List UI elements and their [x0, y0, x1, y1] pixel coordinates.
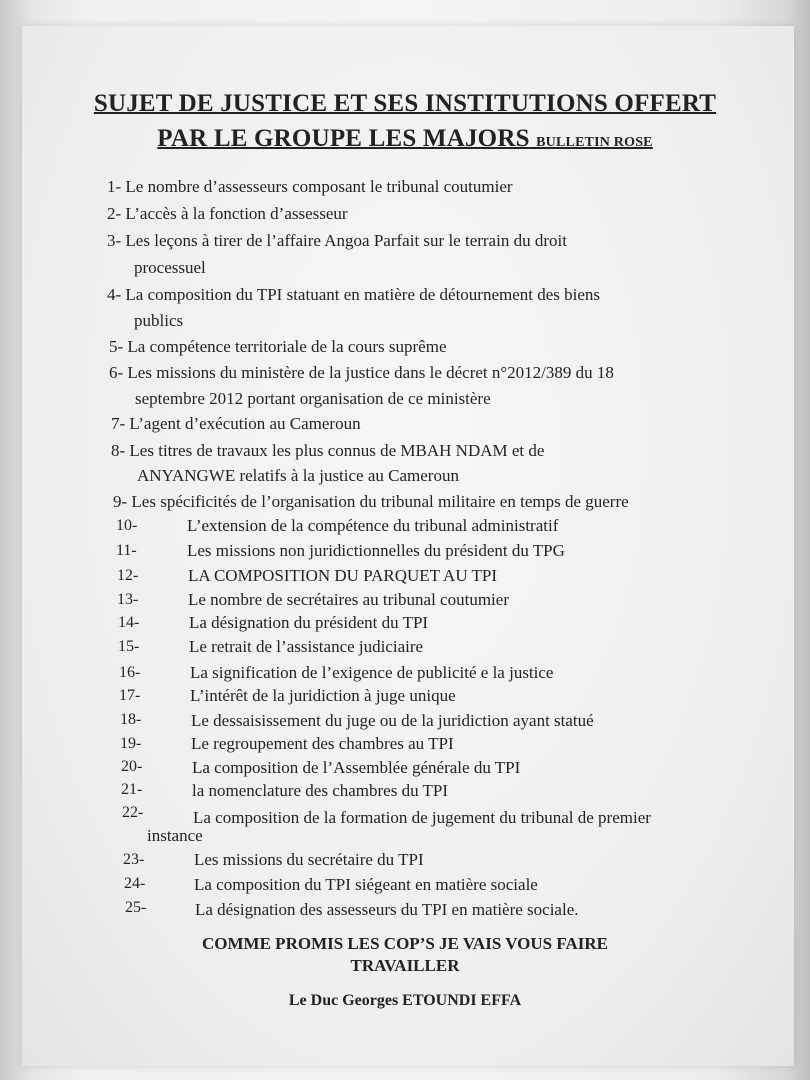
item-number: 5- — [109, 337, 124, 356]
footer-message-line1: COMME PROMIS LES COP’S JE VAIS VOUS FAIRE — [202, 934, 608, 953]
list-item — [113, 492, 629, 512]
item-number: 4- — [107, 285, 122, 304]
item-text: L’extension de la compétence du tribunal administratif — [187, 516, 559, 535]
item-text: La composition de l’Assemblée générale du TPI — [192, 758, 521, 777]
item-text: La désignation du président du TPI — [189, 613, 429, 632]
item-number: 19- — [120, 735, 142, 752]
item-number: 23- — [123, 851, 145, 868]
list-item — [111, 414, 361, 434]
list-item — [109, 363, 614, 383]
list-item — [107, 285, 600, 305]
item-text: Le dessaisissement du juge ou de la juridiction ayant statué — [191, 711, 594, 730]
item-number: 13- — [117, 591, 139, 608]
list-item — [109, 337, 447, 357]
item-text: Les leçons à tirer de l’affaire Angoa Parfait sur le terrain du droit — [125, 231, 567, 250]
item-text: Le nombre d’assesseurs composant le tribunal coutumier — [125, 177, 513, 196]
item-continuation: septembre 2012 portant organisation de ce ministère — [135, 389, 491, 408]
item-number: 24- — [124, 875, 146, 892]
item-text: La compétence territoriale de la cours suprême — [127, 337, 447, 356]
item-text: Les spécificités de l’organisation du tribunal militaire en temps de guerre — [131, 492, 629, 511]
item-number: 3- — [107, 231, 122, 250]
list-item — [111, 441, 544, 461]
list-item — [107, 204, 348, 224]
item-text: La désignation des assesseurs du TPI en matière sociale. — [195, 900, 579, 919]
item-text: La composition du TPI statuant en matière de détournement des biens — [125, 285, 601, 304]
item-number: 18- — [120, 711, 142, 728]
bulletin-label: BULLETIN ROSE — [536, 135, 653, 150]
item-text: Les missions non juridictionnelles du président du TPG — [187, 541, 565, 560]
footer-message-line2: TRAVAILLER — [350, 956, 460, 975]
item-text: Le retrait de l’assistance judiciaire — [189, 637, 424, 656]
item-number: 17- — [119, 687, 141, 704]
item-text: Les missions du ministère de la justice dans le décret n°2012/389 du 18 — [127, 363, 614, 382]
item-number: 11- — [116, 542, 137, 559]
item-continuation: ANYANGWE relatifs à la justice au Cameroun — [137, 466, 459, 485]
item-number: 8- — [111, 441, 126, 460]
item-text: L’intérêt de la juridiction à juge unique — [190, 686, 456, 705]
item-text: Les titres de travaux les plus connus de MBAH NDAM et de — [129, 441, 545, 460]
item-text: L’accès à la fonction d’assesseur — [125, 204, 348, 223]
item-text: Le nombre de secrétaires au tribunal coutumier — [188, 590, 509, 609]
title-line2-text: PAR LE GROUPE LES MAJORS — [157, 125, 530, 152]
item-number: 15- — [118, 638, 140, 655]
item-number: 6- — [109, 363, 124, 382]
list-item — [107, 177, 513, 197]
document-title-line1 — [0, 90, 810, 118]
item-text: Les missions du secrétaire du TPI — [194, 850, 424, 869]
document-title-line2 — [0, 125, 810, 153]
item-number: 22- — [122, 804, 144, 821]
item-number: 14- — [118, 614, 140, 631]
item-number: 12- — [117, 567, 139, 584]
item-text: La composition de la formation de jugement du tribunal de premier — [193, 808, 651, 827]
item-number: 1- — [107, 177, 122, 196]
item-number: 2- — [107, 204, 122, 223]
author-signature: Le Duc Georges ETOUNDI EFFA — [288, 992, 522, 1009]
item-number: 25- — [125, 899, 147, 916]
item-number: 16- — [119, 664, 141, 681]
item-continuation: instance — [147, 826, 203, 845]
item-text: Le regroupement des chambres au TPI — [191, 734, 454, 753]
list-item — [107, 231, 567, 251]
item-number: 9- — [113, 492, 128, 511]
item-number: 20- — [121, 758, 143, 775]
item-continuation: processuel — [134, 258, 206, 277]
item-text: L’agent d’exécution au Cameroun — [129, 414, 361, 433]
item-number: 21- — [121, 781, 143, 798]
item-number: 7- — [111, 414, 126, 433]
item-continuation: publics — [134, 311, 184, 330]
item-number: 10- — [116, 517, 138, 534]
title-line1-text: SUJET DE JUSTICE ET SES INSTITUTIONS OFFERT — [93, 90, 717, 117]
item-text: La composition du TPI siégeant en matière sociale — [194, 875, 538, 894]
item-text: la nomenclature des chambres du TPI — [192, 781, 449, 800]
item-text: La signification de l’exigence de publicité e la justice — [190, 663, 554, 682]
item-text: LA COMPOSITION DU PARQUET AU TPI — [188, 566, 498, 585]
